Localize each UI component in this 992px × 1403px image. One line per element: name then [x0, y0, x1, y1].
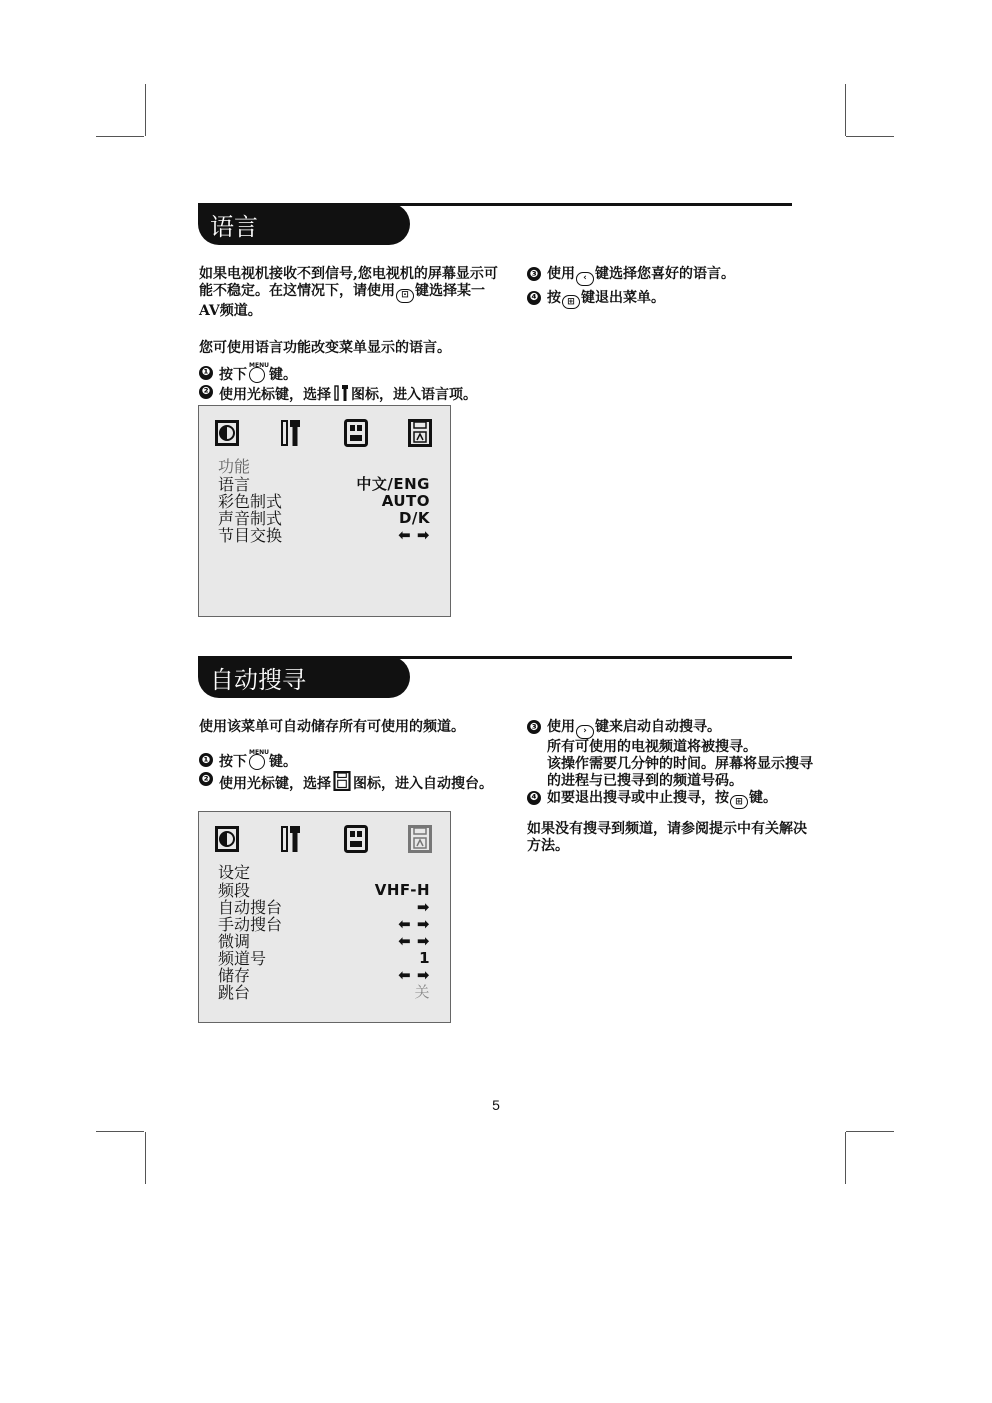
autosearch-step-1: ❶ 按下 MENU 键。	[199, 752, 505, 771]
osd-icon-bar	[213, 418, 434, 448]
osd-row[interactable]: 节目交换 ⬅ ➡	[218, 525, 430, 545]
menu-key-icon: MENU	[248, 752, 268, 770]
step-number: ❹	[527, 291, 541, 305]
install-icon	[406, 824, 434, 854]
language-step-4: ❹ 按 ⊞ 键退出菜单。	[527, 290, 817, 310]
section-header-language	[198, 203, 792, 245]
signal-paragraph: 如果电视机接收不到信号,您电视机的屏幕显示可能不稳定。在这情况下，请使用 ⊡ 键选择某一AV频道。	[199, 266, 498, 319]
exit-key-icon: ⊞	[730, 795, 748, 809]
osd-row[interactable]: 自动搜台 ➡	[218, 897, 430, 917]
picture-icon	[213, 418, 241, 448]
step-number: ❷	[199, 772, 213, 786]
crop-mark	[96, 1131, 144, 1132]
language-right-column	[527, 266, 817, 309]
header-rule	[348, 203, 792, 206]
osd-row[interactable]: 手动搜台 ⬅ ➡	[218, 914, 430, 934]
osd-row[interactable]: 储存 ⬅ ➡	[218, 965, 430, 985]
left-key-icon: ‹	[576, 272, 594, 286]
crop-mark	[846, 136, 894, 137]
osd-row[interactable]: 语言 中文/ENG	[218, 475, 430, 494]
osd-row[interactable]: 跳台 关	[218, 983, 430, 1002]
osd-row[interactable]: 彩色制式 AUTO	[218, 491, 430, 511]
page-number: 5	[492, 1097, 500, 1113]
crop-mark	[845, 84, 846, 136]
step-number: ❶	[199, 753, 213, 767]
osd-title: 设定	[218, 863, 251, 882]
section-header-auto-search	[198, 656, 792, 698]
osd-menu-language	[198, 405, 451, 617]
crop-mark	[145, 1132, 146, 1184]
exit-key-icon: ⊞	[562, 295, 580, 309]
osd-menu-install	[198, 811, 451, 1023]
step-number: ❸	[527, 267, 541, 281]
osd-rows	[218, 456, 430, 543]
tools-icon	[277, 418, 305, 448]
features-icon	[342, 418, 370, 448]
osd-title: 功能	[218, 457, 251, 476]
step-number: ❹	[527, 791, 541, 805]
language-left-column	[199, 266, 505, 404]
picture-icon	[213, 824, 241, 854]
section-title: 自动搜寻	[198, 656, 410, 698]
features-icon	[342, 824, 370, 854]
step-number: ❶	[199, 366, 213, 380]
tools-icon	[333, 384, 349, 402]
step-number: ❸	[527, 720, 541, 734]
language-intro: 您可使用语言功能改变菜单显示的语言。	[199, 339, 451, 356]
osd-row[interactable]: 微调 ⬅ ➡	[218, 931, 430, 951]
osd-rows	[218, 862, 430, 1000]
section-title: 语言	[198, 203, 410, 245]
crop-mark	[145, 84, 146, 136]
osd-icon-bar	[213, 824, 434, 854]
install-icon	[406, 418, 434, 448]
tools-icon	[277, 824, 305, 854]
step-number: ❷	[199, 385, 213, 399]
osd-row[interactable]: 频段 VHF-H	[218, 880, 430, 900]
menu-key-icon: MENU	[248, 365, 268, 383]
autosearch-intro: 使用该菜单可自动储存所有可使用的频道。	[199, 719, 465, 735]
av-key-icon: ⊡	[396, 289, 414, 303]
install-icon	[333, 771, 351, 791]
language-step-2: ❷ 使用光标键，选择 图标，进入语言项。	[199, 384, 505, 404]
crop-mark	[845, 1132, 846, 1184]
crop-mark	[96, 136, 144, 137]
crop-mark	[846, 1131, 894, 1132]
osd-row[interactable]: 声音制式 D/K	[218, 508, 430, 528]
autosearch-step-2: ❷ 使用光标键，选择 图标，进入自动搜台。	[199, 771, 505, 793]
language-step-3: ❸ 使用 ‹ 键选择您喜好的语言。	[527, 266, 817, 286]
autosearch-note: 如果没有搜寻到频道，请参阅提示中有关解决方法。	[527, 821, 807, 854]
osd-row[interactable]: 频道号 1	[218, 948, 430, 968]
autosearch-right-column	[527, 719, 817, 855]
header-rule	[348, 656, 792, 659]
autosearch-step-3: ❸ 使用 › 键来启动自动搜寻。 所有可使用的电视频道将被搜寻。 该操作需要几分钟的时间。屏幕将显示搜寻的进程与已搜寻到的频道号码。	[527, 719, 817, 790]
autosearch-left-column	[199, 719, 505, 793]
language-step-1: ❶ 按下 MENU 键。	[199, 365, 505, 384]
autosearch-step-4: ❹ 如要退出搜寻或中止搜寻，按 ⊞ 键。	[527, 790, 817, 810]
right-key-icon: ›	[576, 725, 594, 739]
